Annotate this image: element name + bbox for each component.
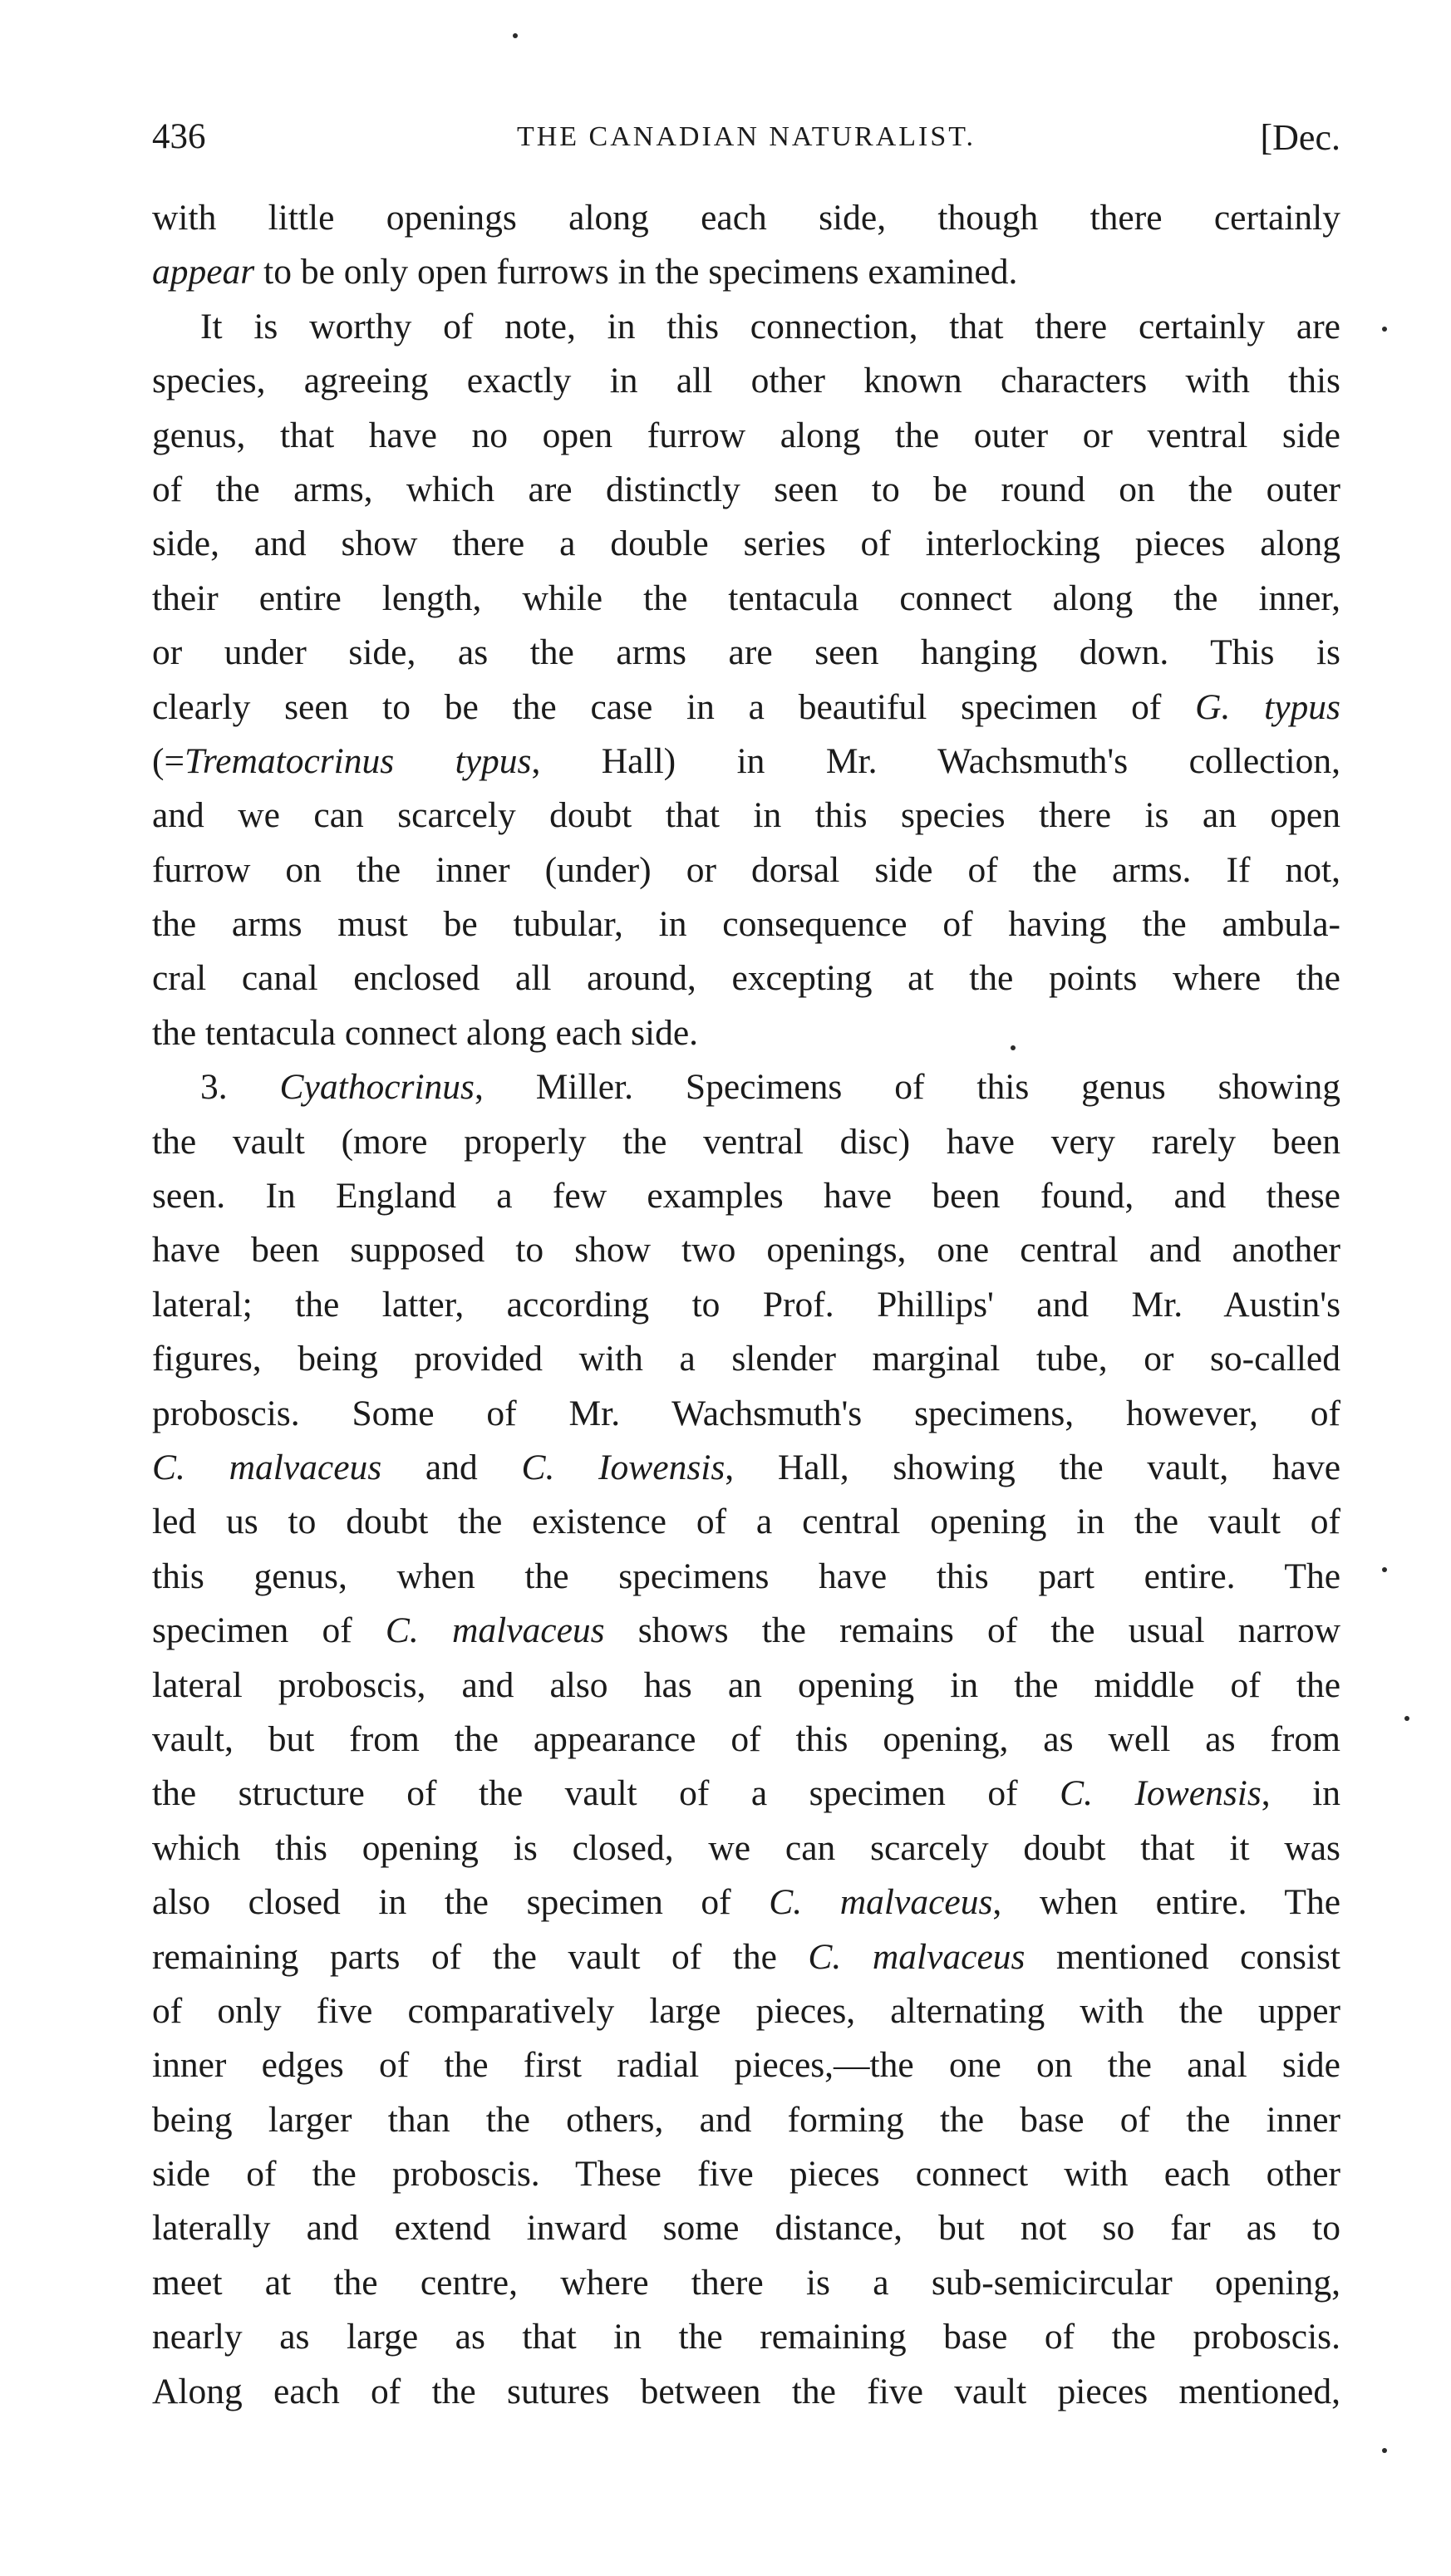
- scan-speck: [1011, 1045, 1016, 1050]
- text-line: also closed in the specimen of C. malvaceus, when entire. The: [152, 1882, 1341, 1923]
- text-line: genus, that have no open furrow along the outer or ventral side: [152, 415, 1340, 455]
- text-line: and we can scarcely doubt that in this species there is an open: [152, 795, 1340, 836]
- text-line: the arms must be tubular, in consequence of having the ambula-: [152, 904, 1340, 945]
- scan-speck: [1404, 1716, 1409, 1721]
- text-line: inner edges of the first radial pieces,—the one on the anal side: [152, 2045, 1340, 2086]
- text-line: appear to be only open furrows in the specimens examined.: [152, 252, 1018, 293]
- text-line: C. malvaceus and C. Iowensis, Hall, showing the vault, have: [152, 1447, 1341, 1487]
- text-line: side of the proboscis. These five pieces connect with each other: [152, 2154, 1340, 2195]
- text-line: the vault (more properly the ventral disc) have very rarely been: [152, 1121, 1340, 1162]
- scan-speck: [1382, 327, 1387, 332]
- scan-speck: [1382, 1567, 1387, 1572]
- text-line: with little openings along each side, though there certainly: [152, 198, 1340, 238]
- scan-speck: [513, 33, 518, 38]
- text-line: meet at the centre, where there is a sub-semicircular opening,: [152, 2262, 1340, 2303]
- text-line: laterally and extend inward some distance, but not so far as to: [152, 2208, 1340, 2249]
- text-line: led us to doubt the existence of a central opening in the vault of: [152, 1502, 1340, 1542]
- paragraph-first-line: It is worthy of note, in this connection, that there certainly are: [200, 306, 1340, 347]
- text-line: seen. In England a few examples have been found, and these: [152, 1176, 1340, 1217]
- text-line: of only five comparatively large pieces, alternating with the upper: [152, 1990, 1340, 2031]
- text-line: lateral proboscis, and also has an opening in the middle of the: [152, 1664, 1340, 1705]
- text-line: lateral; the latter, according to Prof. Phillips' and Mr. Austin's: [152, 1284, 1340, 1325]
- issue-month: [Dec.: [1260, 117, 1340, 158]
- running-head: [152, 116, 1340, 170]
- text-line: proboscis. Some of Mr. Wachsmuth's specimens, however, of: [152, 1393, 1340, 1433]
- text-line: the structure of the vault of a specimen of C. Iowensis, in: [152, 1773, 1340, 1814]
- scan-speck: [1382, 2448, 1387, 2453]
- body-text: [152, 191, 1340, 2419]
- text-line: clearly seen to be the case in a beautiful specimen of G. typus: [152, 686, 1340, 727]
- paragraph-first-line: 3. Cyathocrinus, Miller. Specimens of this genus showing: [200, 1067, 1341, 1108]
- page-number: 436: [152, 117, 206, 156]
- text-line: of the arms, which are distinctly seen to be round on the outer: [152, 469, 1340, 509]
- text-line: species, agreeing exactly in all other known characters with this: [152, 361, 1340, 401]
- text-line: vault, but from the appearance of this opening, as well as from: [152, 1718, 1340, 1759]
- text-line: their entire length, while the tentacula connect along the inner,: [152, 578, 1340, 618]
- text-line: this genus, when the specimens have this part entire. The: [152, 1556, 1340, 1596]
- text-line: specimen of C. malvaceus shows the remains of the usual narrow: [152, 1610, 1340, 1651]
- text-line: side, and show there a double series of interlocking pieces along: [152, 524, 1340, 564]
- text-line: or under side, as the arms are seen hanging down. This is: [152, 632, 1340, 673]
- text-line: figures, being provided with a slender marginal tube, or so-called: [152, 1339, 1340, 1379]
- text-line: furrow on the inner (under) or dorsal side of the arms. If not,: [152, 849, 1340, 890]
- text-line: which this opening is closed, we can scarcely doubt that it was: [152, 1827, 1340, 1868]
- text-line: the tentacula connect along each side.: [152, 1012, 699, 1053]
- text-line: cral canal enclosed all around, excepting at the points where the: [152, 958, 1340, 999]
- text-line: Along each of the sutures between the five vault pieces mentioned,: [152, 2371, 1340, 2411]
- journal-title: THE CANADIAN NATURALIST.: [516, 121, 976, 152]
- text-line: nearly as large as that in the remaining base of the proboscis.: [152, 2317, 1340, 2357]
- text-line: have been supposed to show two openings, one central and another: [152, 1230, 1340, 1271]
- text-line: being larger than the others, and forming the base of the inner: [152, 2099, 1340, 2140]
- text-line: (=Trematocrinus typus, Hall) in Mr. Wachsmuth's collection,: [152, 740, 1340, 781]
- text-line: remaining parts of the vault of the C. malvaceus mentioned consist: [152, 1936, 1340, 1977]
